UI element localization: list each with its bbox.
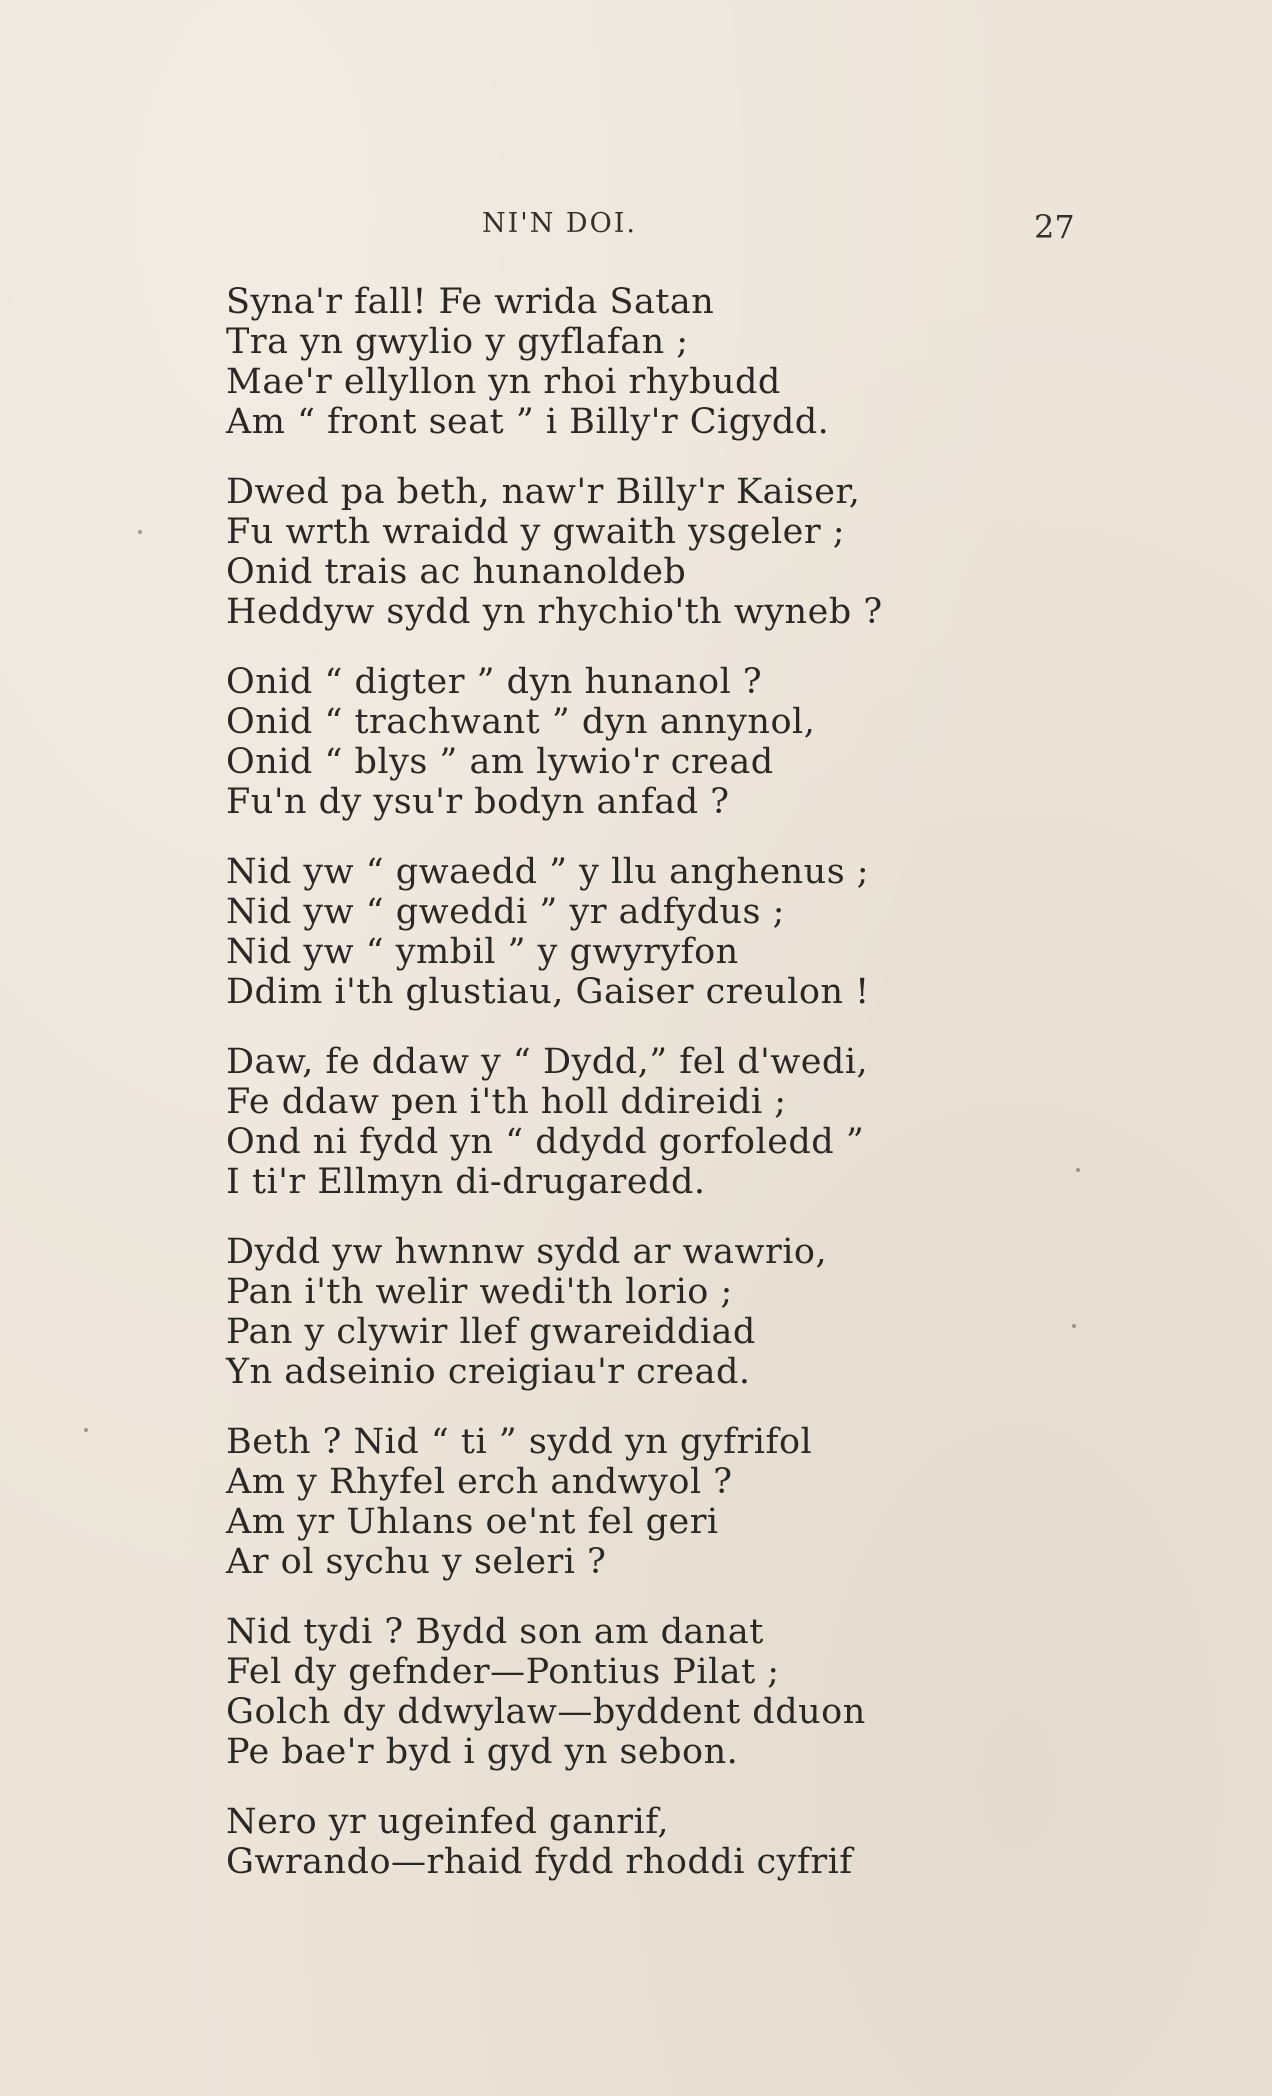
paper-speck [1072, 1324, 1076, 1328]
verse-line: Nid yw “ gweddi ” yr adfydus ; [226, 892, 785, 932]
stanza-6 [226, 1232, 1006, 1392]
verse-line: Am y Rhyfel erch andwyol ? [226, 1462, 733, 1502]
verse-line: Am yr Uhlans oe'nt fel geri [226, 1502, 719, 1542]
verse-line: Golch dy ddwylaw—byddent dduon [226, 1692, 866, 1732]
stanza-3 [226, 662, 1006, 822]
verse-line: Onid “ blys ” am lywio'r cread [226, 742, 774, 782]
verse-line: Onid “ digter ” dyn hunanol ? [226, 662, 763, 702]
verse-line: Dwed pa beth, naw'r Billy'r Kaiser, [226, 472, 861, 512]
paper-speck [84, 1428, 88, 1432]
verse-line: Yn adseinio creigiau'r cread. [226, 1352, 751, 1392]
verse-line: Tra yn gwylio y gyflafan ; [226, 322, 689, 362]
verse-line: Mae'r ellyllon yn rhoi rhybudd [226, 362, 781, 402]
page-header [0, 208, 1272, 248]
verse-line: Fel dy gefnder—Pontius Pilat ; [226, 1652, 780, 1692]
stanza-5 [226, 1042, 1006, 1202]
verse-line: Fe ddaw pen i'th holl ddireidi ; [226, 1082, 787, 1122]
verse-line: Am “ front seat ” i Billy'r Cigydd. [226, 402, 830, 442]
verse-line: Onid trais ac hunanoldeb [226, 552, 687, 592]
verse-line: Beth ? Nid “ ti ” sydd yn gyfrifol [226, 1422, 813, 1462]
stanza-4 [226, 852, 1006, 1012]
verse-line: Ddim i'th glustiau, Gaiser creulon ! [226, 972, 870, 1012]
verse-line: I ti'r Ellmyn di-drugaredd. [226, 1162, 706, 1202]
verse-line: Syna'r fall! Fe wrida Satan [226, 282, 715, 322]
verse-line: Nid yw “ ymbil ” y gwyryfon [226, 932, 739, 972]
running-title: NI'N DOI. [482, 208, 637, 239]
poem [226, 282, 1006, 1912]
verse-line: Fu wrth wraidd y gwaith ysgeler ; [226, 512, 846, 552]
paper-speck [138, 530, 142, 534]
verse-line: Ond ni fydd yn “ ddydd gorfoledd ” [226, 1122, 865, 1162]
stanza-2 [226, 472, 1006, 632]
verse-line: Gwrando—rhaid fydd rhoddi cyfrif [226, 1842, 853, 1882]
verse-line: Onid “ trachwant ” dyn annynol, [226, 702, 816, 742]
stanza-8 [226, 1612, 1006, 1772]
verse-line: Heddyw sydd yn rhychio'th wyneb ? [226, 592, 883, 632]
verse-line: Nid tydi ? Bydd son am danat [226, 1612, 764, 1652]
stanza-9 [226, 1802, 1006, 1882]
page-number: 27 [1034, 208, 1075, 246]
verse-line: Fu'n dy ysu'r bodyn anfad ? [226, 782, 730, 822]
verse-line: Pan i'th welir wedi'th lorio ; [226, 1272, 733, 1312]
verse-line: Daw, fe ddaw y “ Dydd,” fel d'wedi, [226, 1042, 869, 1082]
stanza-1 [226, 282, 1006, 442]
verse-line: Pe bae'r byd i gyd yn sebon. [226, 1732, 739, 1772]
verse-line: Dydd yw hwnnw sydd ar wawrio, [226, 1232, 828, 1272]
verse-line: Nid yw “ gwaedd ” y llu anghenus ; [226, 852, 870, 892]
verse-line: Nero yr ugeinfed ganrif, [226, 1802, 670, 1842]
verse-line: Pan y clywir llef gwareiddiad [226, 1312, 756, 1352]
verse-line: Ar ol sychu y seleri ? [226, 1542, 607, 1582]
paper-speck [1076, 1168, 1080, 1172]
stanza-7 [226, 1422, 1006, 1582]
